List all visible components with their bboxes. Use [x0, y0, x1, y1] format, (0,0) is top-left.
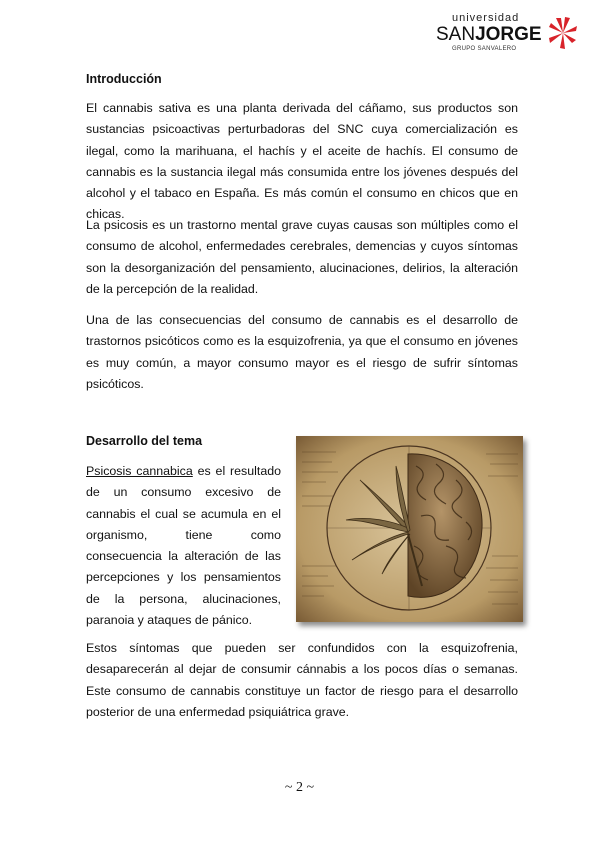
intro-paragraph-3: Una de las consecuencias del consumo de cannabis es el desarrollo de trastornos psicóticos como es la esquizofrenia, ya que el consumo en jóvenes es muy común, a mayor consumo mayor es el riesgo de sufrir síntomas psicóticos.	[86, 313, 518, 391]
term-psicosis-cannabica: Psicosis cannabica	[86, 464, 193, 478]
logo-line-1: universidad	[452, 12, 520, 24]
brain-cannabis-illustration	[296, 436, 523, 622]
star-icon	[548, 16, 578, 50]
logo-line-2: SANJORGE	[436, 24, 542, 45]
development-paragraph-2: Estos síntomas que pueden ser confundidos con la esquizofrenia, desaparecerán al dejar de consumir cánnabis a los pocos días o semanas. Este consumo de cannabis constituye un factor de riesgo para el desarrollo posterior de una enfermedad psiquiátrica grave.	[86, 641, 518, 719]
intro-paragraph-2: La psicosis es un trastorno mental grave cuyas causas son múltiples como el consumo de alcohol, enfermedades cerebrales, demencias y cuyos síntomas son la desorganización del pensamiento, alucinaciones, delirios, la alteración de la percepción de la realidad.	[86, 218, 518, 296]
development-paragraph-1: Psicosis cannabica es el resultado de un consumo excesivo de cannabis el cual se acumula en el organismo, tiene como consecuencia la alteración de las percepciones y los pensamientos de la persona, alucinaciones, paranoia y ataques de pánico.	[86, 464, 282, 628]
intro-heading: Introducción	[86, 72, 162, 86]
page-number: ~ 2 ~	[284, 780, 315, 795]
university-logo	[424, 2, 599, 64]
logo-line-3: GRUPO SANVALERO	[452, 46, 517, 52]
intro-paragraph-1: El cannabis sativa es una planta derivada del cáñamo, sus productos son sustancias psicoactivas perturbadoras del SNC cuya comercialización es ilegal, como la marihuana, el hachís y el aceite de hachís. El consumo de cannabis es la sustancia ilegal más consumida entre los jóvenes después del alcohol y el tabaco en España. Es más común el consumo en chicos que en chicas.	[86, 101, 518, 222]
illustration-image	[296, 436, 523, 622]
development-heading: Desarrollo del tema	[86, 434, 203, 448]
